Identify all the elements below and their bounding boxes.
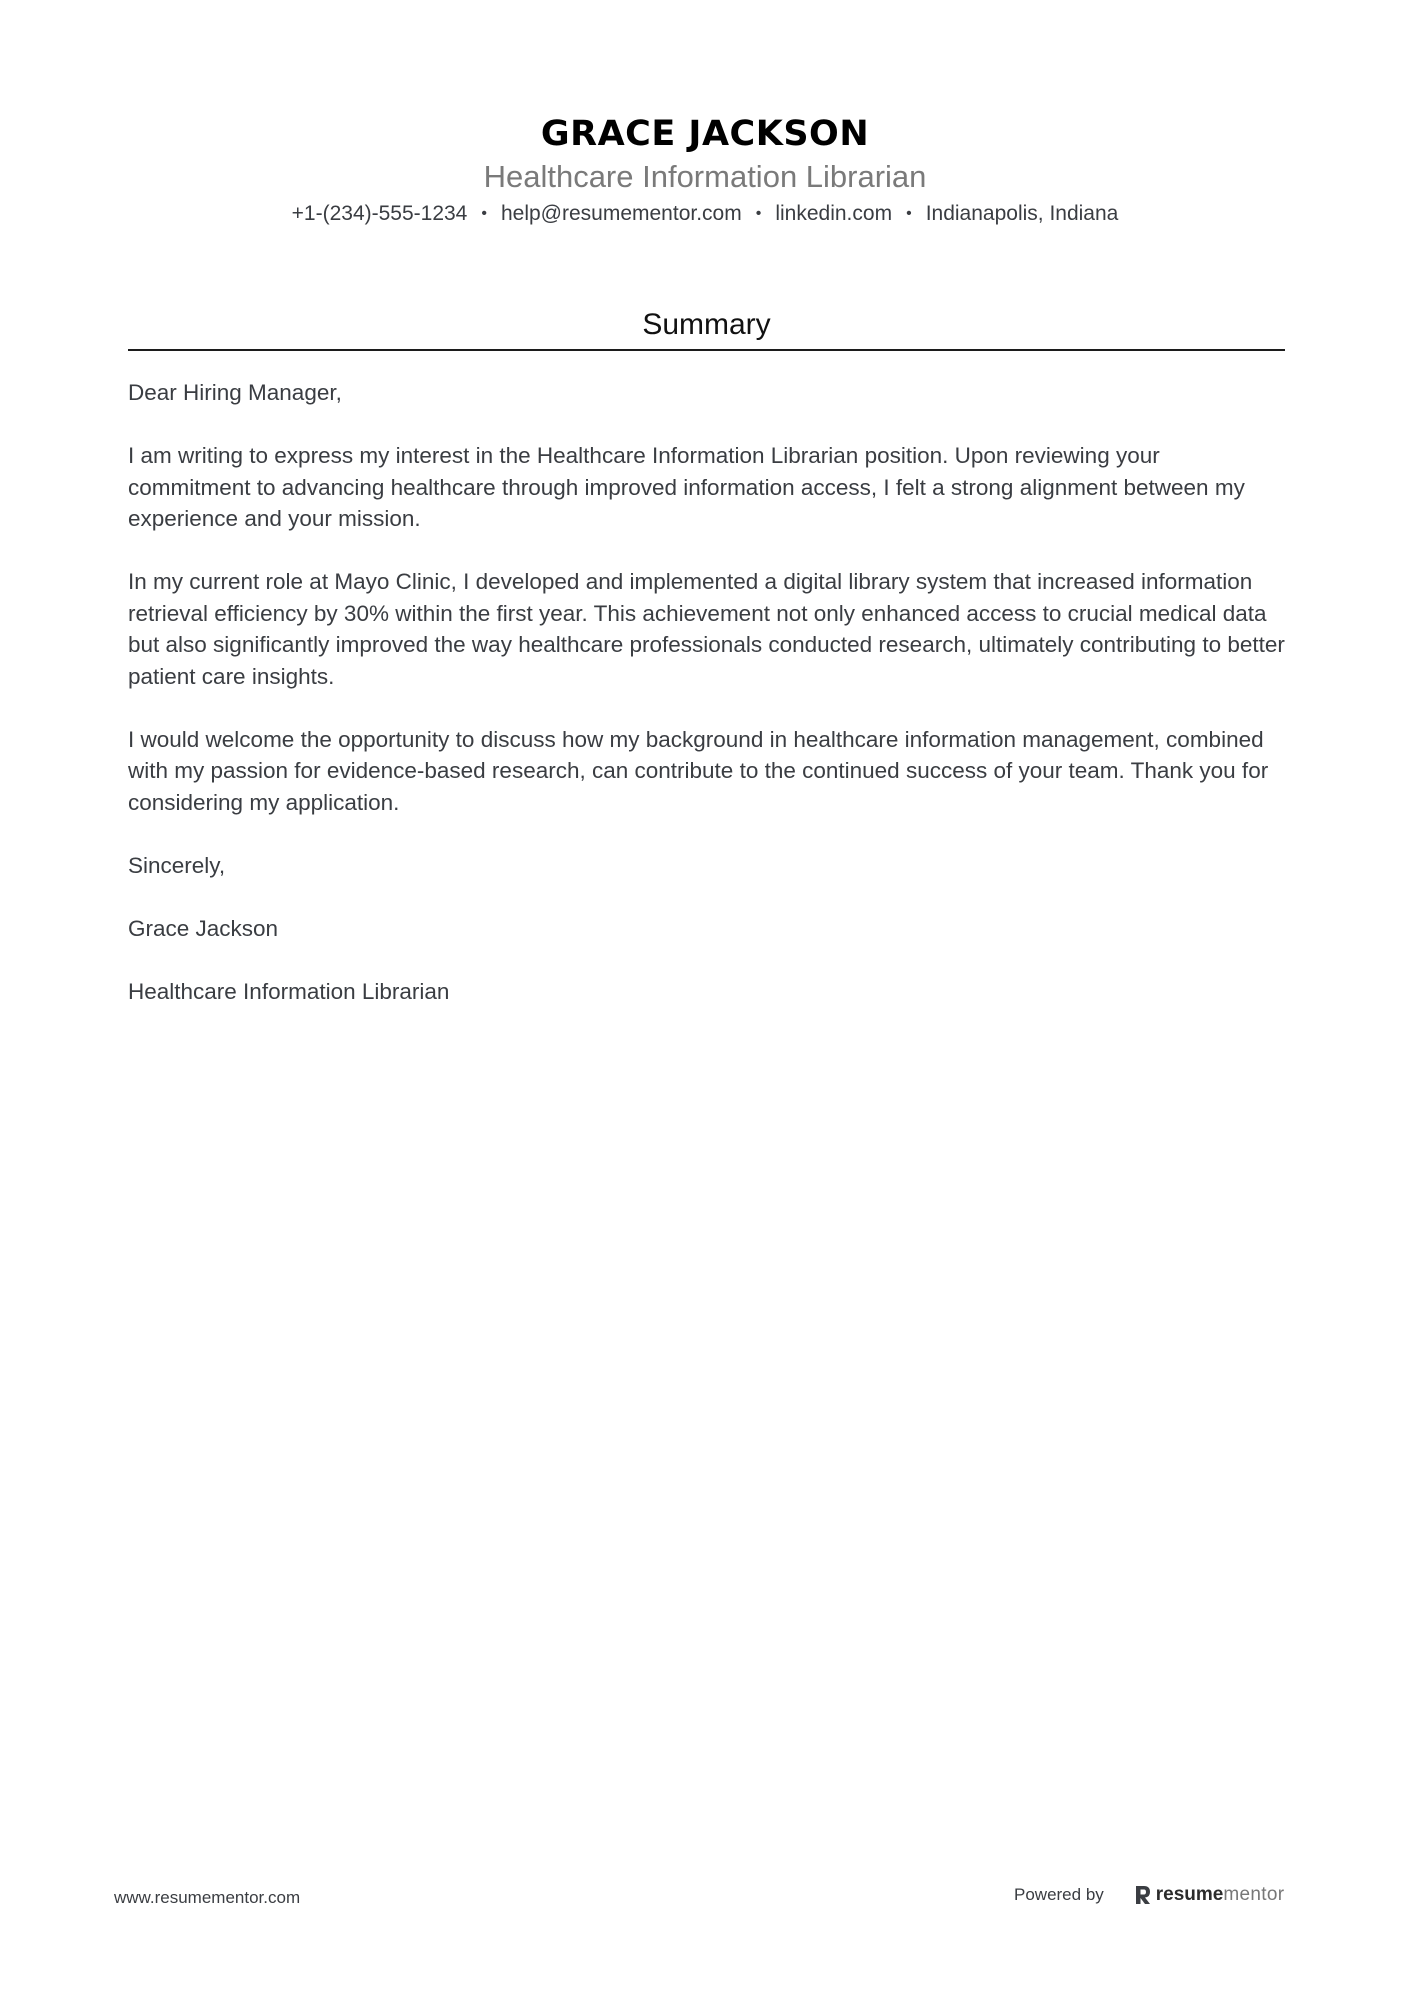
- letter-paragraph: In my current role at Mayo Clinic, I developed and implemented a digital library system that increased information retrieval efficiency by 30% within the first year. This achievement not only enhanced access to crucial medical data but also significantly improved the way healthcare professionals conducted research, ultimately contributing to better patient care insights.: [128, 569, 1285, 689]
- logo-text-bold: resume: [1155, 1884, 1224, 1905]
- contact-linkedin: linkedin.com: [775, 202, 893, 225]
- contact-separator: •: [481, 205, 487, 222]
- resumementor-logo: [1134, 1884, 1285, 1906]
- section-divider: [128, 349, 1285, 351]
- signature-title: Healthcare Information Librarian: [128, 978, 450, 1004]
- footer-website: www.resumementor.com: [114, 1888, 301, 1907]
- contact-separator: •: [755, 205, 762, 222]
- section-title-summary: Summary: [642, 308, 771, 341]
- contact-separator: •: [906, 205, 912, 222]
- applicant-name: GRACE JACKSON: [540, 114, 870, 154]
- logo-text-light: mentor: [1223, 1884, 1285, 1905]
- signature-name: Grace Jackson: [128, 915, 279, 941]
- letter-closing: Sincerely,: [128, 852, 226, 878]
- footer-branding: [1014, 1884, 1284, 1906]
- letter-paragraph: I would welcome the opportunity to discuss how my background in healthcare information management, combined with my passion for evidence-based research, can contribute to the continued success of your team. Thank you for considering my application.: [128, 726, 1269, 815]
- contact-line: [0, 200, 1410, 228]
- letter-body: [128, 377, 1288, 1039]
- contact-email: help@resumementor.com: [500, 202, 742, 225]
- resumementor-logo-icon: [1134, 1884, 1152, 1906]
- applicant-job-title: Healthcare Information Librarian: [483, 159, 927, 194]
- powered-by-label: Powered by: [1014, 1885, 1104, 1904]
- letter-greeting: Dear Hiring Manager,: [128, 380, 342, 405]
- letter-paragraph: I am writing to express my interest in the Healthcare Information Librarian position. Upon reviewing your commitment to advancing healthcare through improved information access, I felt a strong alignment between my experience and your mission.: [128, 443, 1245, 531]
- contact-location: Indianapolis, Indiana: [925, 202, 1119, 225]
- letter-header: [0, 112, 1410, 228]
- contact-phone: +1-(234)-555-1234: [291, 202, 468, 225]
